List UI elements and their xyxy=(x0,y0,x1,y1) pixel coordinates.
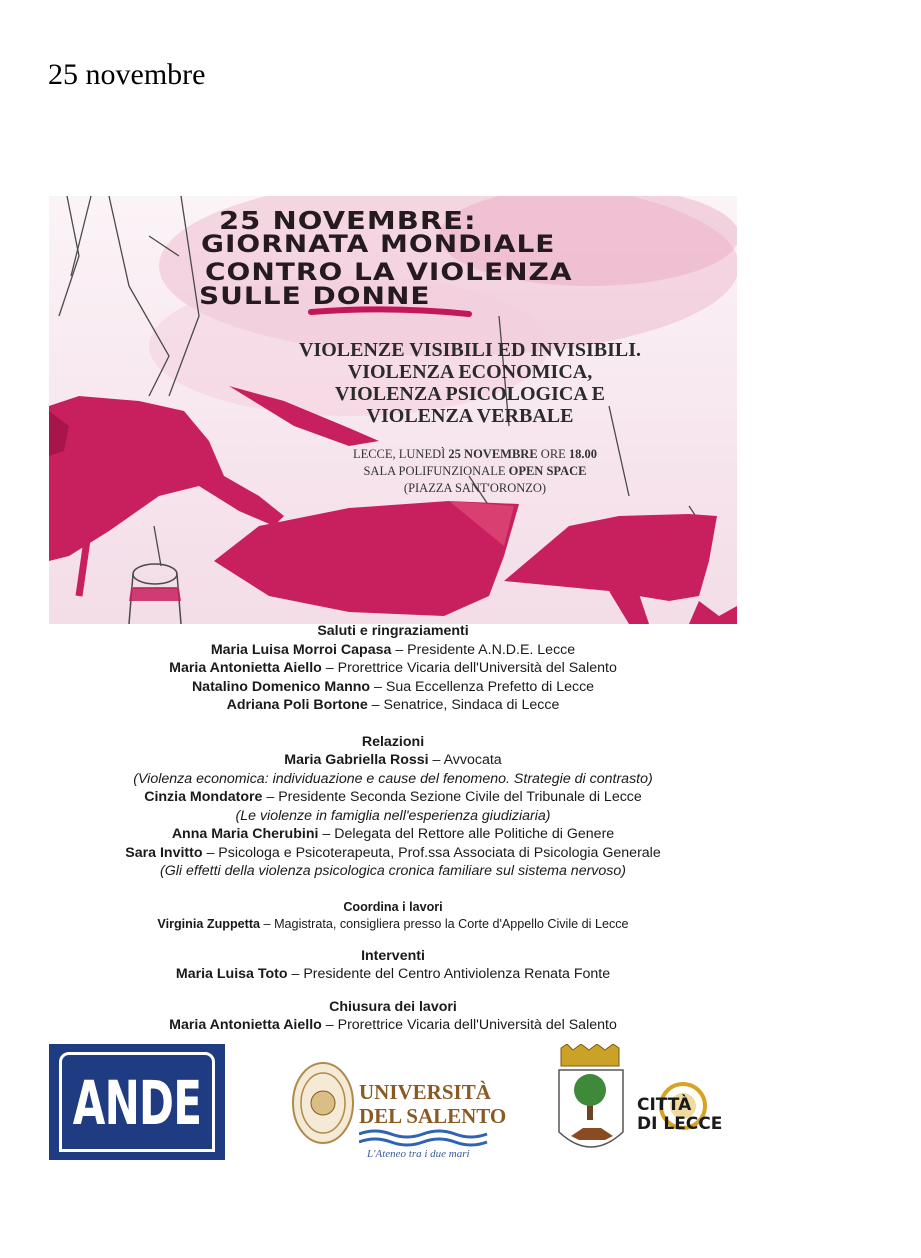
talk-topic: (Le violenze in famiglia nell'esperienza giudiziaria) xyxy=(235,807,551,824)
section-heading-closing: Chiusura dei lavori xyxy=(329,998,457,1015)
section-heading-interventions: Interventi xyxy=(361,947,425,964)
unisalento-motto: L'Ateneo tra i due mari xyxy=(367,1148,470,1160)
subtitle-line: VIOLENZA PSICOLOGICA E xyxy=(334,383,606,405)
speaker-row xyxy=(49,916,737,933)
speaker-name: Cinzia Mondatore xyxy=(144,789,263,805)
unisalento-name-line-1: UNIVERSITÀ xyxy=(359,1080,491,1104)
speaker-row xyxy=(49,844,737,863)
speaker-role: – Prorettrice Vicaria dell'Università del Salento xyxy=(321,1017,617,1033)
talk-topic: (Violenza economica: individuazione e cause del fenomeno. Strategie di contrasto) xyxy=(133,770,653,787)
spacer xyxy=(49,715,737,733)
venue-time-label: ORE xyxy=(537,447,569,461)
speaker-role: – Delegata del Rettore alle Politiche di Genere xyxy=(318,826,615,842)
speaker-role: – Prorettrice Vicaria dell'Università del Salento xyxy=(321,660,617,676)
speaker-name: Maria Luisa Morroi Capasa xyxy=(210,641,392,658)
lecce-name xyxy=(637,1096,722,1134)
speaker-row xyxy=(49,678,737,697)
speaker-role: – Avvocata xyxy=(428,752,502,768)
speaker-row xyxy=(49,751,737,770)
talk-topic: (Gli effetti della violenza psicologica cronica familiare sul sistema nervoso) xyxy=(159,863,627,879)
poster-illustration xyxy=(49,196,737,624)
spacer xyxy=(49,984,737,998)
speaker-role: – Magistrata, consigliera presso la Corte d'Appello Civile di Lecce xyxy=(260,916,629,931)
speaker-role: – Psicologa e Psicoterapeuta, Prof.ssa Associata di Psicologia Generale xyxy=(202,844,661,861)
speaker-role: – Senatrice, Sindaca di Lecce xyxy=(367,697,560,713)
speaker-name: Virginia Zuppetta xyxy=(157,916,261,931)
speaker-name: Anna Maria Cherubini xyxy=(171,826,319,842)
speaker-row xyxy=(49,641,737,660)
section-heading-coordination: Coordina i lavori xyxy=(343,899,443,914)
unisalento-name-line-2: DEL SALENTO xyxy=(359,1104,507,1128)
unisalento-logo xyxy=(289,1052,507,1168)
lecce-coat-of-arms-icon xyxy=(553,1044,633,1164)
venue-square-line: (PIAZZA SANT'ORONZO) xyxy=(403,481,547,495)
speaker-role: – Presidente A.N.D.E. Lecce xyxy=(391,641,576,658)
speaker-name: Maria Antonietta Aiello xyxy=(169,660,322,676)
speaker-row xyxy=(49,788,737,807)
citta-di-lecce-logo xyxy=(553,1044,737,1164)
speaker-role: – Sua Eccellenza Prefetto di Lecce xyxy=(370,678,595,695)
speaker-role: – Presidente del Centro Antiviolenza Renata Fonte xyxy=(287,966,611,982)
speaker-name: Maria Gabriella Rossi xyxy=(284,752,429,768)
event-venue xyxy=(295,446,655,497)
unisalento-waves-icon xyxy=(359,1128,489,1148)
subtitle-line: VIOLENZA ECONOMICA, xyxy=(347,361,593,383)
venue-hall-line xyxy=(295,463,655,480)
speaker-row xyxy=(49,965,737,984)
headline-line-1: 25 NOVEMBRE: xyxy=(219,206,477,235)
venue-date: 25 NOVEMBRE xyxy=(448,447,538,461)
venue-hall-name: OPEN SPACE xyxy=(508,464,587,478)
venue-hall-prefix: SALA POLIFUNZIONALE xyxy=(363,464,509,478)
speaker-name: Sara Invitto xyxy=(125,844,203,861)
section-heading-greetings: Saluti e ringraziamenti xyxy=(317,623,469,639)
event-program xyxy=(49,622,737,1035)
unisalento-name xyxy=(359,1080,506,1128)
page-title: 25 novembre xyxy=(48,58,206,91)
headline-line-4: SULLE DONNE xyxy=(199,282,431,311)
subtitle-line: VIOLENZE VISIBILI ED INVISIBILI. xyxy=(299,339,641,361)
speaker-name: Natalino Domenico Manno xyxy=(191,678,371,695)
venue-time: 18.00 xyxy=(568,447,598,461)
speaker-name: Maria Antonietta Aiello xyxy=(169,1017,322,1033)
venue-city-day: LECCE, LUNEDÌ xyxy=(352,447,449,461)
speaker-name: Adriana Poli Bortone xyxy=(226,697,368,713)
poster-subtitle xyxy=(255,339,685,427)
spacer xyxy=(49,933,737,947)
subtitle-line: VIOLENZA VERBALE xyxy=(366,405,574,427)
ande-logo xyxy=(49,1044,225,1160)
lecce-name-line-1: CITTÀ xyxy=(637,1095,692,1115)
lecce-name-line-2: DI LECCE xyxy=(637,1114,723,1134)
ande-logo-text: ANDE xyxy=(72,1068,202,1139)
headline-line-2: GIORNATA MONDIALE xyxy=(201,230,556,259)
speaker-name: Maria Luisa Toto xyxy=(175,966,288,982)
sponsor-logos xyxy=(49,1044,737,1168)
section-heading-reports: Relazioni xyxy=(361,733,425,750)
unisalento-seal-icon xyxy=(289,1058,359,1148)
speaker-role: – Presidente Seconda Sezione Civile del Tribunale di Lecce xyxy=(262,789,642,805)
speaker-row xyxy=(49,825,737,844)
venue-date-line xyxy=(295,446,655,463)
speaker-row xyxy=(49,1016,737,1035)
speaker-row xyxy=(49,659,737,678)
speaker-row xyxy=(49,696,737,715)
event-poster xyxy=(49,196,737,1168)
headline-line-3: CONTRO LA VIOLENZA xyxy=(205,258,573,287)
spacer xyxy=(49,881,737,899)
